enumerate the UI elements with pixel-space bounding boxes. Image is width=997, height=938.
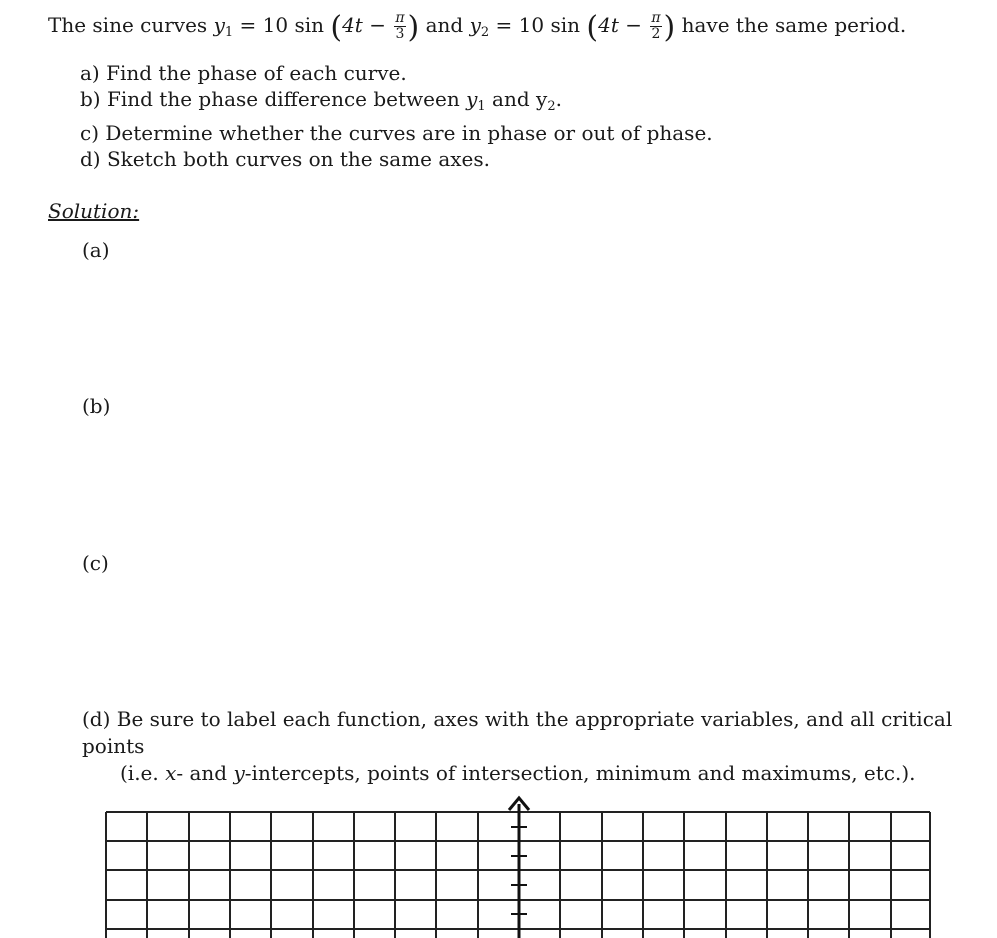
amplitude-2: 10 sin bbox=[518, 13, 581, 37]
fraction-1-denominator: 3 bbox=[395, 26, 405, 42]
part-d-line-1: (d) Be sure to label each function, axes with the appropriate variables, and all critical points bbox=[82, 707, 953, 758]
solution-heading: Solution: bbox=[48, 199, 140, 223]
part-c-label: (c) bbox=[82, 551, 109, 575]
task-a: a) Find the phase of each curve. bbox=[80, 61, 407, 85]
part-b-label: (b) bbox=[82, 394, 111, 418]
fraction-2-denominator: 2 bbox=[651, 26, 661, 42]
part-d-line-2 bbox=[82, 760, 982, 787]
open-paren-2: ( bbox=[586, 10, 599, 45]
task-b-sub-2: 2 bbox=[547, 99, 556, 114]
connector-and: and bbox=[425, 13, 464, 37]
argument-1: 4t − bbox=[342, 13, 386, 37]
problem-statement bbox=[48, 6, 988, 52]
equals-sign-2: = bbox=[495, 13, 513, 37]
equals-sign-1: = bbox=[239, 13, 257, 37]
intro-suffix: have the same period. bbox=[681, 13, 907, 37]
task-d: d) Sketch both curves on the same axes. bbox=[80, 147, 491, 171]
task-b-var-y2: y bbox=[536, 87, 548, 111]
task-c: c) Determine whether the curves are in phase or out of phase. bbox=[80, 121, 713, 145]
part-d-y-var: y bbox=[233, 761, 245, 785]
y1-subscript: 1 bbox=[224, 25, 234, 40]
part-d-x-var: x bbox=[165, 761, 177, 785]
amplitude-1: 10 sin bbox=[262, 13, 324, 37]
part-d-ie: (i.e. bbox=[120, 761, 159, 785]
fraction-1-numerator: π bbox=[395, 10, 405, 26]
open-paren-1: ( bbox=[330, 10, 343, 45]
y1-variable: y bbox=[213, 13, 225, 37]
part-d-instructions bbox=[82, 706, 982, 787]
fraction-pi-over-3 bbox=[394, 11, 405, 42]
task-b bbox=[80, 86, 713, 120]
part-d-mid: - and bbox=[176, 761, 228, 785]
y2-subscript: 2 bbox=[480, 25, 490, 40]
argument-2: 4t − bbox=[598, 13, 642, 37]
fraction-pi-over-2 bbox=[650, 11, 661, 42]
graph-grid[interactable] bbox=[0, 790, 997, 938]
y2-variable: y bbox=[469, 13, 481, 37]
task-list bbox=[80, 60, 713, 172]
task-b-sub-1: 1 bbox=[477, 99, 486, 114]
task-b-period: . bbox=[555, 87, 562, 111]
intro-prefix: The sine curves bbox=[48, 13, 208, 37]
part-a-label: (a) bbox=[82, 238, 110, 262]
close-paren-1: ) bbox=[407, 10, 420, 45]
fraction-2-numerator: π bbox=[651, 10, 661, 26]
close-paren-2: ) bbox=[663, 10, 676, 45]
y-axis bbox=[509, 798, 529, 938]
task-b-and: and bbox=[492, 87, 530, 111]
task-b-prefix: b) Find the phase difference between bbox=[80, 87, 460, 111]
task-b-var-y1: y bbox=[466, 87, 478, 111]
part-d-post: -intercepts, points of intersection, minimum and maximums, etc.). bbox=[244, 761, 916, 785]
